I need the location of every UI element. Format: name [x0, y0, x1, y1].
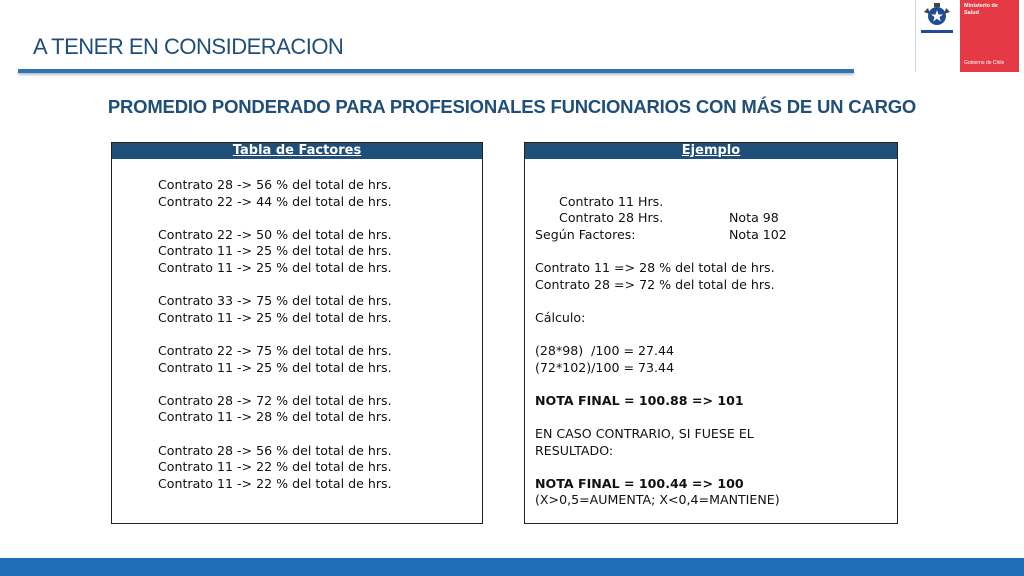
calculo-label: Cálculo: [535, 309, 586, 325]
factor-line: Contrato 11 -> 25 % del total de hrs. [158, 243, 392, 259]
factor-line: Contrato 28 -> 56 % del total de hrs. [158, 177, 392, 192]
factor-line: Contrato 22 -> 75 % del total de hrs. [158, 342, 392, 358]
page-title: A TENER EN CONSIDERACION [33, 34, 344, 59]
contrato-nota: Nota 98 [729, 210, 779, 226]
factores-body [112, 159, 482, 492]
logo-stripe [921, 30, 953, 33]
contrato-hours: Contrato 28 Hrs. [559, 210, 664, 226]
segun-factores-label: Según Factores: [535, 226, 636, 242]
caso-contrario-text: RESULTADO: [535, 442, 614, 458]
logo-gov-text: Gobierno de Chile [964, 60, 1005, 66]
factor-line: Contrato 22 -> 44 % del total de hrs. [158, 193, 392, 209]
factor-applied: Contrato 11 => 28 % del total de hrs. [535, 259, 775, 275]
footer-bar [0, 558, 1024, 576]
coat-of-arms-icon [921, 2, 953, 28]
factor-line: Contrato 11 -> 25 % del total de hrs. [158, 259, 392, 275]
calc-line: (72*102)/100 = 73.44 [535, 359, 675, 375]
ministerio-logo [915, 0, 1019, 72]
factor-line: Contrato 28 -> 56 % del total de hrs. [158, 442, 392, 458]
factor-line: Contrato 11 -> 22 % del total de hrs. [158, 459, 392, 475]
calc-line: (28*98) /100 = 27.44 [535, 342, 675, 358]
factor-line: Contrato 33 -> 75 % del total de hrs. [158, 293, 392, 309]
factores-title: Tabla de Factores [112, 143, 482, 159]
ejemplo-title: Ejemplo [525, 143, 897, 159]
rounding-rule: (X>0,5=AUMENTA; X<0,4=MANTIENE) [535, 492, 780, 508]
contrato-hours: Contrato 11 Hrs. [559, 193, 664, 209]
factor-line: Contrato 11 -> 22 % del total de hrs. [158, 475, 392, 491]
factor-line: Contrato 28 -> 72 % del total de hrs. [158, 392, 392, 408]
factor-line: Contrato 11 -> 25 % del total de hrs. [158, 309, 392, 325]
factor-applied: Contrato 28 => 72 % del total de hrs. [535, 276, 775, 292]
ejemplo-body [525, 159, 897, 509]
factores-table [111, 142, 483, 524]
factor-line: Contrato 22 -> 50 % del total de hrs. [158, 226, 392, 242]
factor-line: Contrato 11 -> 25 % del total de hrs. [158, 359, 392, 375]
nota-final: NOTA FINAL = 100.44 => 100 [535, 475, 744, 491]
page-subtitle: PROMEDIO PONDERADO PARA PROFESIONALES FUNCIONARIOS CON MÁS DE UN CARGO [107, 96, 917, 117]
caso-contrario-text: EN CASO CONTRARIO, SI FUESE EL [535, 425, 754, 441]
nota-final: NOTA FINAL = 100.88 => 101 [535, 392, 744, 408]
ejemplo-table [524, 142, 898, 524]
factor-line: Contrato 11 -> 28 % del total de hrs. [158, 409, 392, 425]
title-underline [18, 69, 854, 73]
contrato-nota: Nota 102 [729, 226, 787, 242]
logo-ministry-text: Ministerio de Salud [964, 3, 998, 16]
